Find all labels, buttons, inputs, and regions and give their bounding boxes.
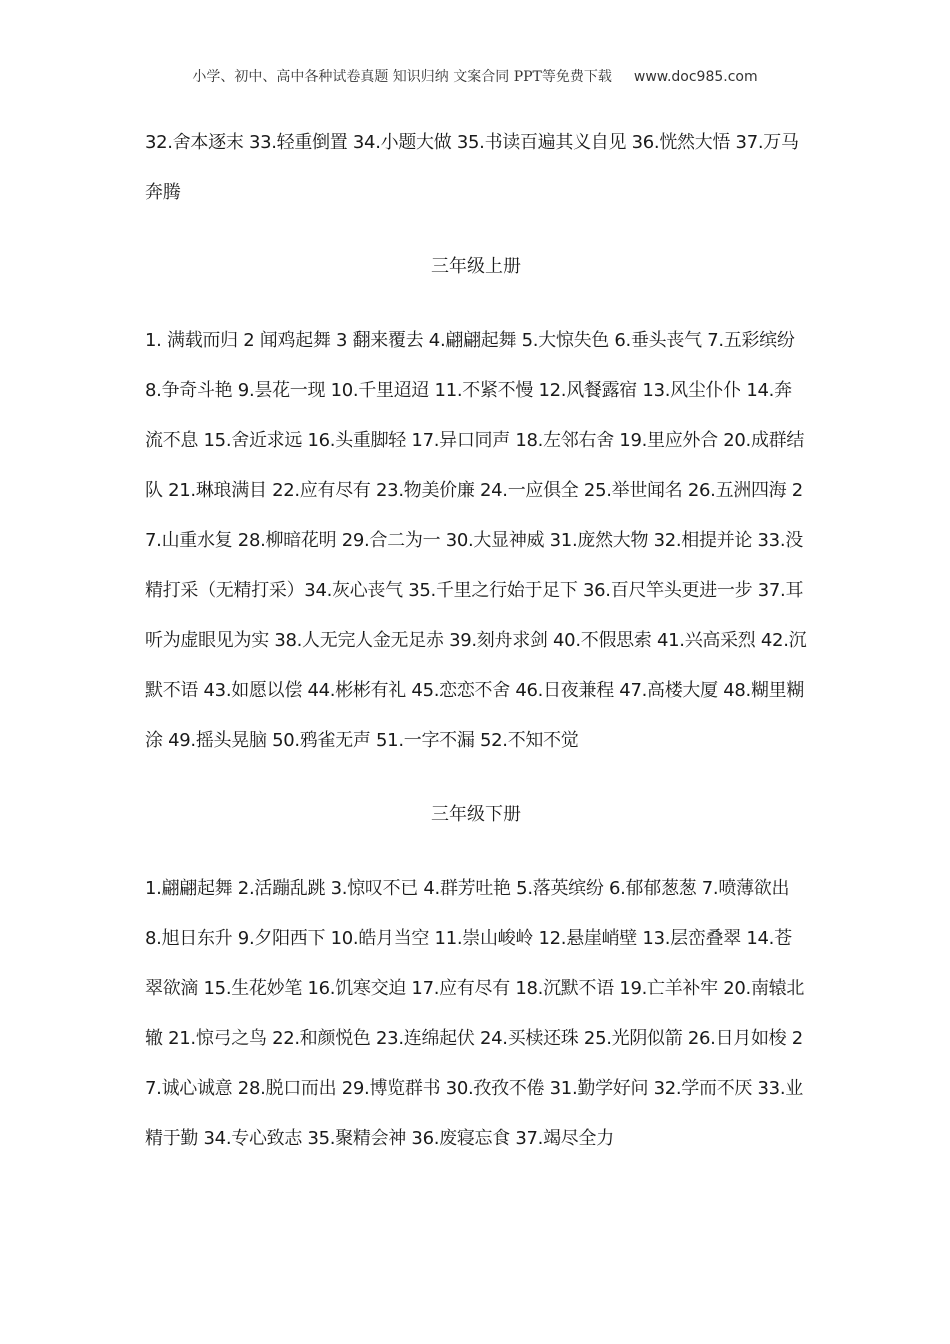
header-text: 小学、初中、高中各种试卷真题 知识归纳 文案合同 PPT等免费下载 bbox=[192, 69, 612, 85]
page-header bbox=[0, 66, 950, 86]
intro-paragraph: 32.舍本逐末 33.轻重倒置 34.小题大做 35.书读百遍其义自见 36.恍然大悟 37.万马奔腾 bbox=[145, 132, 799, 203]
section-grade3-lower bbox=[145, 790, 807, 1164]
document-body bbox=[145, 118, 807, 1164]
header-url[interactable]: www.doc985.com bbox=[633, 69, 758, 85]
section-grade3-upper bbox=[145, 242, 807, 766]
section-paragraph: 1.翩翩起舞 2.活蹦乱跳 3.惊叹不已 4.群芳吐艳 5.落英缤纷 6.郁郁葱葱 7.喷薄欲出 8.旭日东升 9.夕阳西下 10.皓月当空 11.崇山峻岭 12.悬崖峭壁 13.层峦叠翠 14.苍翠欲滴 15.生花妙笔 16.饥寒交迫 17.应有尽有 18.沉默不语 19.亡羊补牢 20.南辕北辙 21.惊弓之鸟 22.和颜悦色 23.连绵起伏 24.买椟还珠 25.光阴似箭 26.日月如梭 27.诚心诚意 28.脱口而出 29.博览群书 30.孜孜不倦 31.勤学好问 32.学而不厌 33.业精于勤 34.专心致志 35.聚精会神 36.废寝忘食 37.竭尽全力 bbox=[145, 878, 805, 1149]
section-paragraph: 1. 满载而归 2 闻鸡起舞 3 翻来覆去 4.翩翩起舞 5.大惊失色 6.垂头丧气 7.五彩缤纷 8.争奇斗艳 9.昙花一现 10.千里迢迢 11.不紧不慢 12.风餐露宿 13.风尘仆仆 14.奔流不息 15.舍近求远 16.头重脚轻 17.异口同声 18.左邻右舍 19.里应外合 20.成群结队 21.琳琅满目 22.应有尽有 23.物美价廉 24.一应俱全 25.举世闻名 26.五洲四海 27.山重水复 28.柳暗花明 29.合二为一 30.大显神威 31.庞然大物 32.相提并论 33.没精打采（无精打采）34.灰心丧气 35.千里之行始于足下 36.百尺竿头更进一步 37.耳听为虚眼见为实 38.人无完人金无足赤 39.刻舟求剑 40.不假思索 41.兴高采烈 42.沉默不语 43.如愿以偿 44.彬彬有礼 45.恋恋不舍 46.日夜兼程 47.高楼大厦 48.糊里糊涂 49.摇头晃脑 50.鸦雀无声 51.一字不漏 52.不知不觉 bbox=[145, 330, 807, 751]
section-title: 三年级下册 bbox=[431, 804, 521, 825]
section-title: 三年级上册 bbox=[431, 256, 521, 277]
